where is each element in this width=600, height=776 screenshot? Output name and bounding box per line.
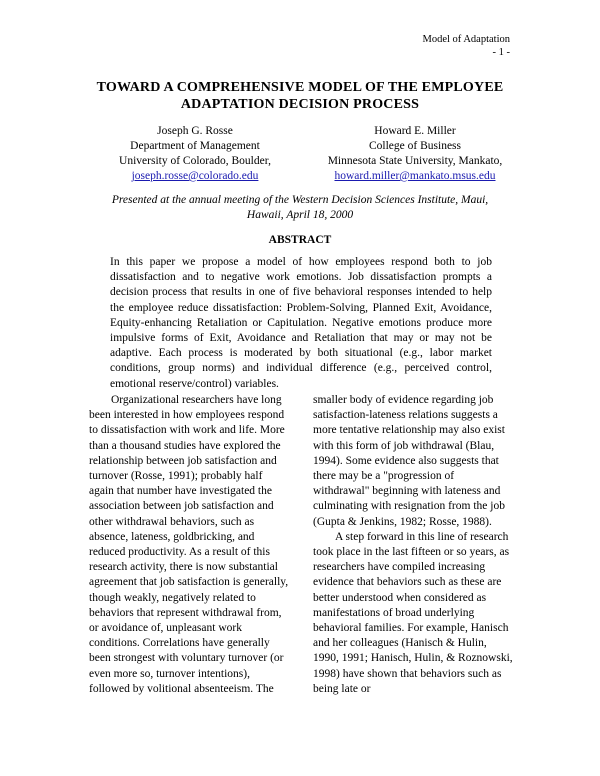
author-block-miller	[300, 124, 530, 184]
author-email-link[interactable]: joseph.rosse@colorado.edu	[131, 170, 259, 182]
presentation-note-line-2: Hawaii, April 18, 2000	[246, 209, 354, 221]
author-institution: University of Colorado, Boulder,	[119, 155, 271, 167]
author-name: Howard E. Miller	[374, 125, 456, 137]
author-department: College of Business	[369, 140, 461, 152]
page-number: - 1 -	[492, 47, 510, 58]
author-block-rosse	[90, 124, 300, 184]
abstract-heading: ABSTRACT	[268, 234, 332, 246]
abstract-body: In this paper we propose a model of how employees respond both to job dissatisfaction and to negative work emotions. Job dissatisfaction prompts a decision process that results in one of five behavioral responses intended to help the employee reduce dissatisfaction: Problem-Solving, Planned Exit, Avoidance, Equity-enhancing Retaliation or Capitulation. Negative emotions produce more impulsive forms of Exit, Avoidance and Retaliation that may or may not be adaptive. Each process is moderated by both situational (e.g., labor market conditions, group norms) and individual difference (e.g., perceived control, emotional reserve/control) variables.	[110, 256, 492, 390]
author-email-link[interactable]: howard.miller@mankato.msus.edu	[334, 170, 496, 182]
body-column-right	[313, 393, 513, 697]
body-column-left	[89, 393, 290, 697]
author-name: Joseph G. Rosse	[157, 125, 233, 137]
paper-title-line-2: ADAPTATION DECISION PROCESS	[180, 97, 420, 112]
presentation-note-line-1: Presented at the annual meeting of the Western Decision Sciences Institute, Maui,	[111, 194, 489, 206]
running-head	[423, 33, 511, 59]
body-paragraph: Organizational researchers have long been interested in how employees respond to dissatisfaction with work and life. More than a thousand studies have explored the relationship between job satisfaction and turnover (Rosse, 1991); probably half again that number have investigated the association between job satisfaction and other withdrawal behaviors, such as absence, lateness, goldbricking, and reduced productivity. As a result of this research activity, there is now substantial agreement that job satisfaction is generally, though weakly, negatively related to behaviors that represent withdrawal from, or avoidance of, unpleasant work conditions. Correlations have generally been strongest with voluntary turnover (or even more so, turnover intentions), followed by volitional absenteeism. The	[89, 394, 289, 695]
paper-title-line-1: TOWARD A COMPREHENSIVE MODEL OF THE EMPLOYEE	[96, 80, 504, 95]
author-institution: Minnesota State University, Mankato,	[327, 155, 503, 167]
author-department: Department of Management	[130, 140, 260, 152]
presentation-note	[90, 193, 510, 223]
paper-title	[40, 79, 560, 113]
body-paragraph: A step forward in this line of research took place in the last fifteen or so years, as researchers have compiled increasing evidence that behaviors such as these are better understood when considered as manifestations of broad underlying behavioral families. For example, Hanisch and her colleagues (Hanisch & Hulin, 1990, 1991; Hanisch, Hulin, & Roznowski, 1998) have shown that behaviors such as being late or	[313, 530, 513, 695]
body-paragraph: smaller body of evidence regarding job satisfaction-lateness relations suggests a more tentative relationship may also exist with this form of job withdrawal (Blau, 1994). Some evidence also suggests that there may be a "progression of withdrawal" beginning with lateness and culminating with resignation from the job (Gupta & Jenkins, 1982; Rosse, 1988).	[313, 394, 505, 528]
running-head-title: Model of Adaptation	[422, 34, 510, 45]
